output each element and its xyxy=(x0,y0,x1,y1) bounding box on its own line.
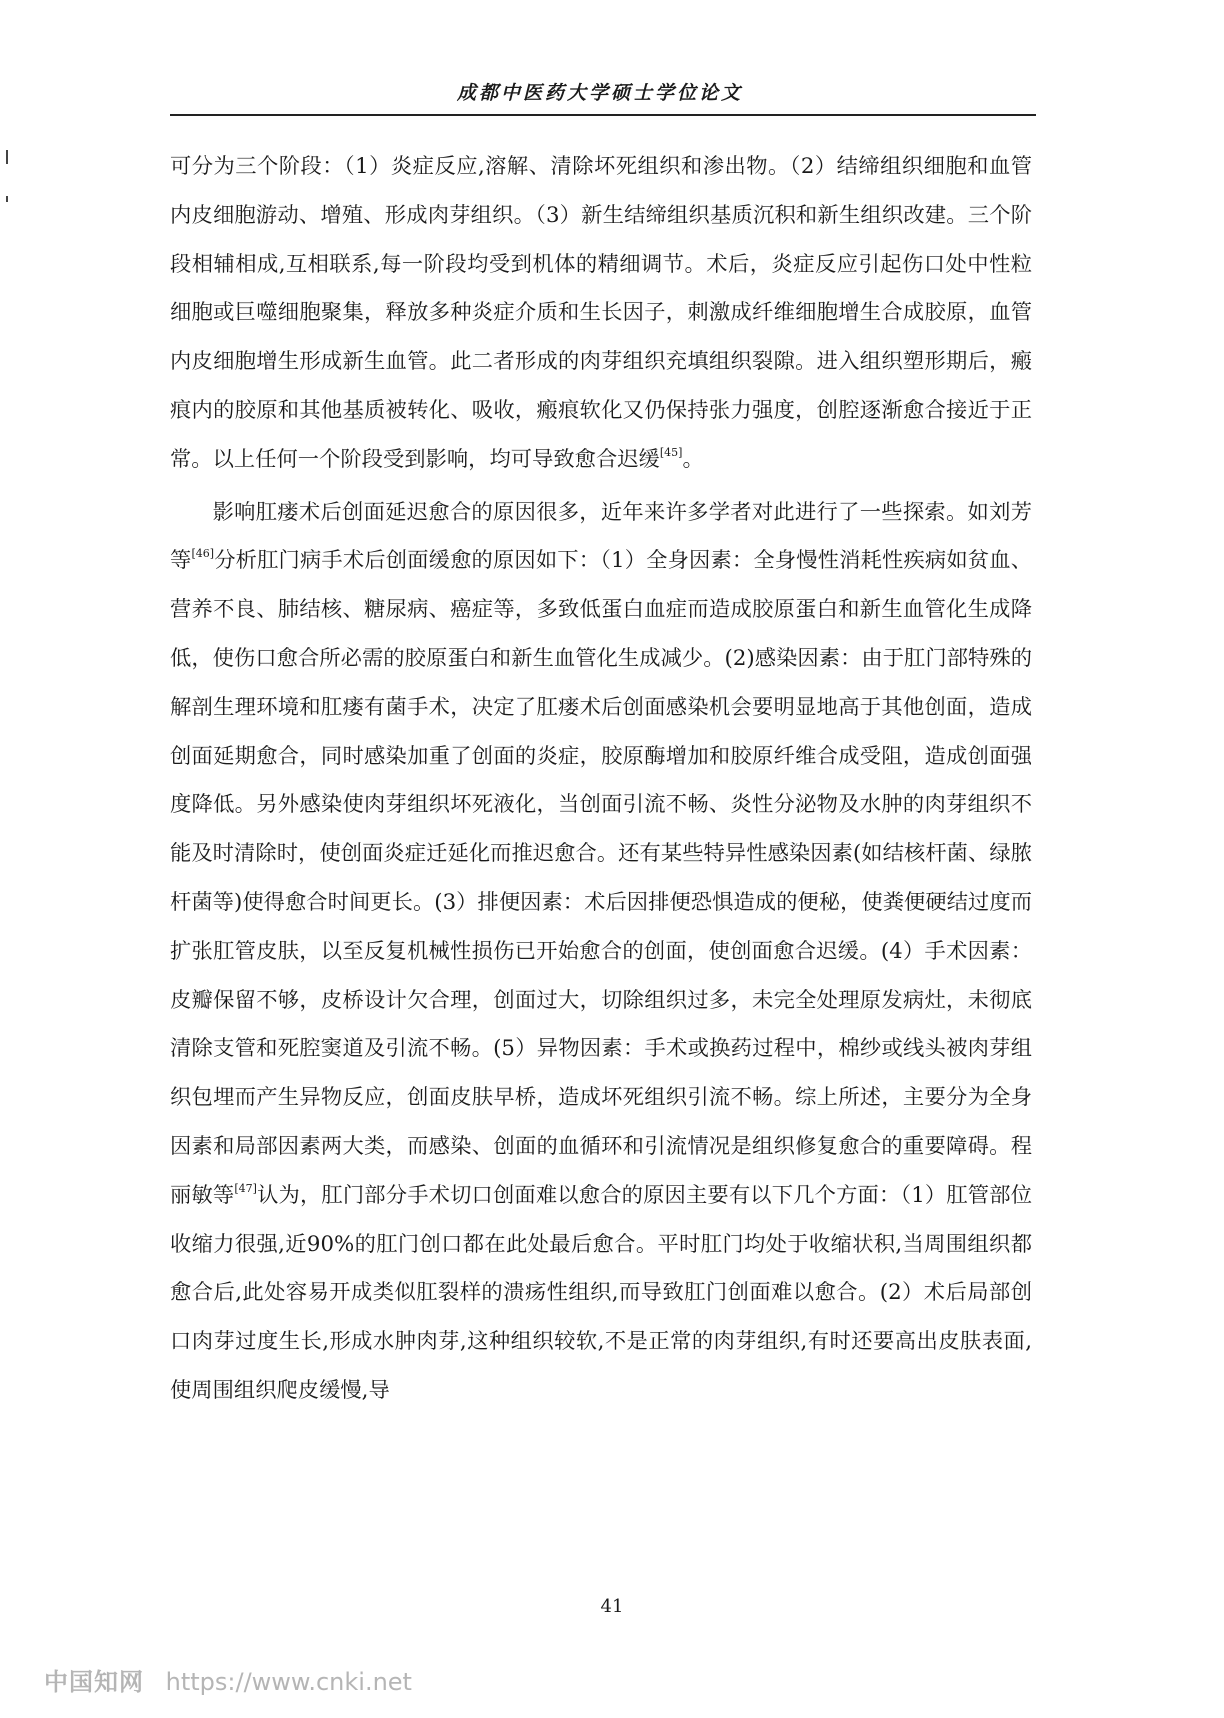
text-run: 可分为三个阶段：（1）炎症反应,溶解、清除坏死组织和渗出物。（2）结缔组织细胞和血管内皮细胞游动、增殖、形成肉芽组织。（3）新生结缔组织基质沉积和新生组织改建。三个阶段相辅相成,互相联系,每一阶段均受到机体的精细调节。术后，炎症反应引起伤口处中性粒细胞或巨噬细胞聚集，释放多种炎症介质和生长因子，刺激成纤维细胞增生合成胶原，血管内皮细胞增生形成新生血管。此二者形成的肉芽组织充填组织裂隙。进入组织塑形期后，瘢痕内的胶原和其他基质被转化、吸收，瘢痕软化又仍保持张力强度，创腔逐渐愈合接近于正常。以上任何一个阶段受到影响，均可导致愈合迟缓 xyxy=(170,154,1032,472)
cnki-logo: 中国知网 xyxy=(44,1668,144,1696)
body-text xyxy=(170,143,1032,1416)
page-number: 41 xyxy=(600,1596,624,1617)
paragraph-1 xyxy=(170,143,1032,485)
scan-edge-mark xyxy=(6,150,8,164)
text-run: 认为，肛门部分手术切口创面难以愈合的原因主要有以下几个方面：（1）肛管部位收缩力很强,近90%的肛门创口都在此处最后愈合。平时肛门均处于收缩状积,当周围组织都愈合后,此处容易开成类似肛裂样的溃疡性组织,而导致肛门创面难以愈合。(2）术后局部创口肉芽过度生长,形成水肿肉芽,这种组织较软,不是正常的肉芽组织,有时还要高出皮肤表面,使周围组织爬皮缓慢,导 xyxy=(170,1182,1032,1403)
text-run: 分析肛门病手术后创面缓愈的原因如下：（1）全身因素：全身慢性消耗性疾病如贫血、营养不良、肺结核、糖尿病、癌症等，多致低蛋白血症而造成胶原蛋白和新生血管化生成降低，使伤口愈合所必需的胶原蛋白和新生血管化生成减少。(2)感染因素：由于肛门部特殊的解剖生理环境和肛瘘有菌手术，决定了肛瘘术后创面感染机会要明显地高于其他创面，造成创面延期愈合，同时感染加重了创面的炎症，胶原酶增加和胶原纤维合成受阻，造成创面强度降低。另外感染使肉芽组织坏死液化，当创面引流不畅、炎性分泌物及水肿的肉芽组织不能及时清除时，使创面炎症迁延化而推迟愈合。还有某些特异性感染因素(如结核杆菌、绿脓杆菌等)使得愈合时间更长。(3）排便因素：术后因排便恐惧造成的便秘，使粪便硬结过度而扩张肛管皮肤，以至反复机械性损伤已开始愈合的创面，使创面愈合迟缓。(4）手术因素：皮瓣保留不够，皮桥设计欠合理，创面过大，切除组织过多，未完全处理原发病灶，未彻底清除支管和死腔窦道及引流不畅。(5）异物因素：手术或换药过程中，棉纱或线头被肉芽组织包埋而产生异物反应，创面皮肤早桥，造成坏死组织引流不畅。综上所述，主要分为全身因素和局部因素两大类，而感染、创面的血循环和引流情况是组织修复愈合的重要障碍。程丽敏等 xyxy=(170,548,1032,1208)
running-header: 成都中医药大学硕士学位论文 xyxy=(456,82,743,104)
header-rule xyxy=(170,114,1036,116)
citation-ref: [46] xyxy=(191,547,215,561)
scan-edge-mark xyxy=(6,196,8,202)
text-run: 。 xyxy=(682,446,704,472)
citation-ref: [45] xyxy=(659,445,683,459)
cnki-url: https://www.cnki.net xyxy=(165,1668,412,1696)
citation-ref: [47] xyxy=(234,1181,257,1195)
cnki-watermark xyxy=(44,1662,412,1697)
paragraph-2 xyxy=(170,489,1032,1416)
text-run: 影响肛瘘术后创面延迟愈合的原因很多，近年来许多学者对此进行了一些探索。如刘芳等 xyxy=(170,499,1032,574)
